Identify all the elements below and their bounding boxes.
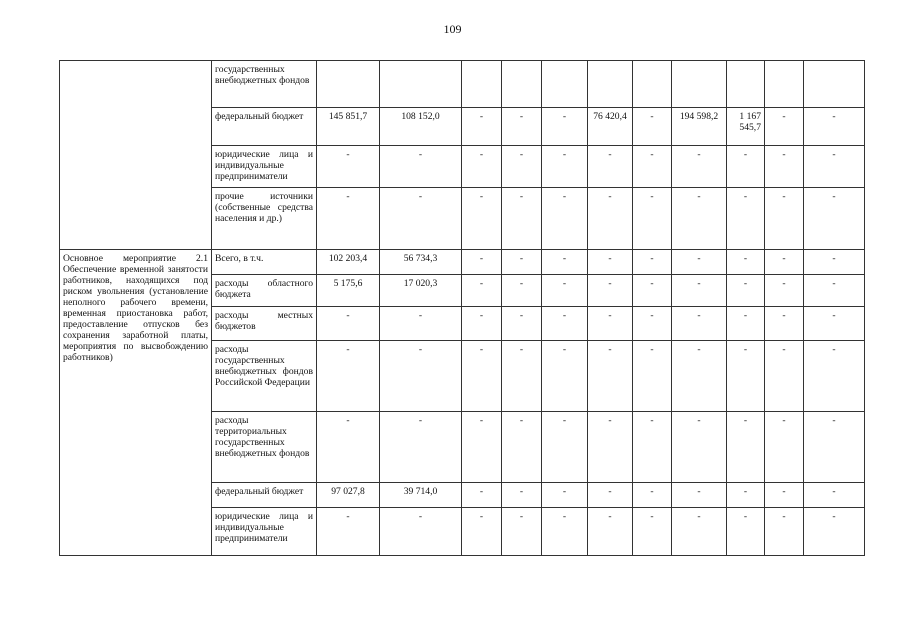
value-cell — [765, 61, 804, 108]
value-cell: - — [804, 146, 865, 188]
value-cell: - — [502, 412, 542, 483]
value-cell: - — [317, 307, 380, 341]
value-cell — [462, 61, 502, 108]
value-cell — [804, 61, 865, 108]
funding-source-cell: федеральный бюджет — [212, 108, 317, 146]
value-cell: - — [672, 307, 727, 341]
table-row — [60, 61, 865, 108]
value-cell: - — [672, 146, 727, 188]
value-cell: - — [727, 412, 765, 483]
funding-source-cell: расходы территориальных государственных внебюджетных фондов — [212, 412, 317, 483]
value-cell: - — [765, 188, 804, 250]
value-cell: - — [727, 483, 765, 508]
value-cell: - — [380, 508, 462, 556]
value-cell: - — [588, 341, 633, 412]
value-cell: - — [462, 146, 502, 188]
value-cell: - — [380, 412, 462, 483]
value-cell: - — [727, 188, 765, 250]
value-cell: - — [765, 508, 804, 556]
value-cell: 56 734,3 — [380, 250, 462, 275]
value-cell: - — [804, 307, 865, 341]
value-cell: - — [462, 275, 502, 307]
value-cell — [672, 61, 727, 108]
value-cell: 1 167 545,7 — [727, 108, 765, 146]
value-cell — [633, 61, 672, 108]
page-number: 109 — [443, 22, 462, 36]
value-cell: - — [633, 412, 672, 483]
value-cell: - — [588, 508, 633, 556]
value-cell: - — [542, 250, 588, 275]
value-cell: - — [502, 341, 542, 412]
value-cell: - — [542, 146, 588, 188]
value-cell — [502, 61, 542, 108]
funding-source-cell: расходы областного бюджета — [212, 275, 317, 307]
value-cell: - — [317, 412, 380, 483]
value-cell — [317, 61, 380, 108]
value-cell: 108 152,0 — [380, 108, 462, 146]
value-cell: - — [804, 341, 865, 412]
value-cell: - — [502, 250, 542, 275]
value-cell: - — [672, 250, 727, 275]
value-cell: - — [542, 412, 588, 483]
value-cell: 102 203,4 — [317, 250, 380, 275]
budget-table — [59, 60, 865, 556]
value-cell: - — [633, 146, 672, 188]
value-cell: - — [672, 483, 727, 508]
value-cell: - — [727, 275, 765, 307]
value-cell: - — [765, 483, 804, 508]
funding-source-cell: расходы государственных внебюджетных фондов Российской Федерации — [212, 341, 317, 412]
value-cell: 17 020,3 — [380, 275, 462, 307]
value-cell: - — [588, 483, 633, 508]
value-cell: - — [542, 188, 588, 250]
value-cell: - — [462, 412, 502, 483]
value-cell: - — [633, 341, 672, 412]
value-cell — [542, 61, 588, 108]
value-cell: - — [542, 275, 588, 307]
value-cell: - — [462, 188, 502, 250]
value-cell: - — [380, 341, 462, 412]
value-cell: - — [672, 412, 727, 483]
funding-source-cell: расходы местных бюджетов — [212, 307, 317, 341]
value-cell: - — [727, 307, 765, 341]
value-cell — [727, 61, 765, 108]
value-cell: - — [502, 188, 542, 250]
value-cell: - — [542, 108, 588, 146]
value-cell: - — [542, 483, 588, 508]
measure-title-cell: Основное мероприятие 2.1 Обеспечение временной занятости работников, находящихся под риском увольнения (установление неполного рабочего времени, временная приостановка работ, предоставление отпусков без сохранения заработной платы, мероприятия по высвобождению работников) — [60, 250, 212, 556]
value-cell: - — [727, 341, 765, 412]
value-cell: - — [462, 508, 502, 556]
value-cell: - — [804, 508, 865, 556]
value-cell — [380, 61, 462, 108]
value-cell: - — [588, 412, 633, 483]
value-cell: - — [765, 108, 804, 146]
value-cell: - — [633, 188, 672, 250]
value-cell: - — [542, 307, 588, 341]
value-cell: - — [672, 508, 727, 556]
value-cell: - — [765, 412, 804, 483]
value-cell: - — [462, 341, 502, 412]
value-cell: - — [502, 483, 542, 508]
value-cell: - — [804, 250, 865, 275]
measure-cell-empty — [60, 61, 212, 250]
value-cell: - — [380, 188, 462, 250]
value-cell: 76 420,4 — [588, 108, 633, 146]
table-row — [60, 250, 865, 275]
value-cell: - — [588, 275, 633, 307]
value-cell: - — [765, 307, 804, 341]
value-cell: - — [542, 508, 588, 556]
value-cell: - — [380, 146, 462, 188]
value-cell: - — [502, 146, 542, 188]
value-cell: - — [462, 108, 502, 146]
value-cell: - — [765, 275, 804, 307]
value-cell: - — [804, 188, 865, 250]
value-cell: - — [765, 146, 804, 188]
value-cell — [588, 61, 633, 108]
value-cell: - — [633, 307, 672, 341]
funding-source-cell: юридические лица и индивидуальные предприниматели — [212, 508, 317, 556]
value-cell: - — [317, 188, 380, 250]
value-cell: - — [502, 508, 542, 556]
value-cell: - — [765, 250, 804, 275]
value-cell: - — [633, 108, 672, 146]
value-cell: - — [588, 146, 633, 188]
value-cell: - — [633, 275, 672, 307]
value-cell: - — [317, 146, 380, 188]
value-cell: 39 714,0 — [380, 483, 462, 508]
value-cell: - — [804, 483, 865, 508]
funding-source-cell: юридические лица и индивидуальные предприниматели — [212, 146, 317, 188]
value-cell: - — [804, 275, 865, 307]
value-cell: - — [588, 188, 633, 250]
funding-source-cell: федеральный бюджет — [212, 483, 317, 508]
value-cell: 97 027,8 — [317, 483, 380, 508]
value-cell: - — [804, 412, 865, 483]
value-cell: 194 598,2 — [672, 108, 727, 146]
value-cell: - — [633, 483, 672, 508]
value-cell: - — [765, 341, 804, 412]
funding-source-cell: государственных внебюджетных фондов — [212, 61, 317, 108]
funding-source-cell: Всего, в т.ч. — [212, 250, 317, 275]
value-cell: - — [502, 307, 542, 341]
value-cell: - — [462, 250, 502, 275]
value-cell: - — [380, 307, 462, 341]
value-cell: - — [462, 307, 502, 341]
value-cell: - — [542, 341, 588, 412]
value-cell: - — [727, 250, 765, 275]
value-cell: 145 851,7 — [317, 108, 380, 146]
value-cell: - — [672, 275, 727, 307]
value-cell: - — [317, 508, 380, 556]
value-cell: - — [727, 146, 765, 188]
value-cell: - — [804, 108, 865, 146]
value-cell: - — [502, 275, 542, 307]
value-cell: - — [672, 188, 727, 250]
value-cell: - — [588, 250, 633, 275]
value-cell: - — [633, 508, 672, 556]
value-cell: 5 175,6 — [317, 275, 380, 307]
value-cell: - — [588, 307, 633, 341]
value-cell: - — [317, 341, 380, 412]
value-cell: - — [502, 108, 542, 146]
value-cell: - — [633, 250, 672, 275]
value-cell: - — [727, 508, 765, 556]
value-cell: - — [672, 341, 727, 412]
funding-source-cell: прочие источники (собственные средства населения и др.) — [212, 188, 317, 250]
value-cell: - — [462, 483, 502, 508]
